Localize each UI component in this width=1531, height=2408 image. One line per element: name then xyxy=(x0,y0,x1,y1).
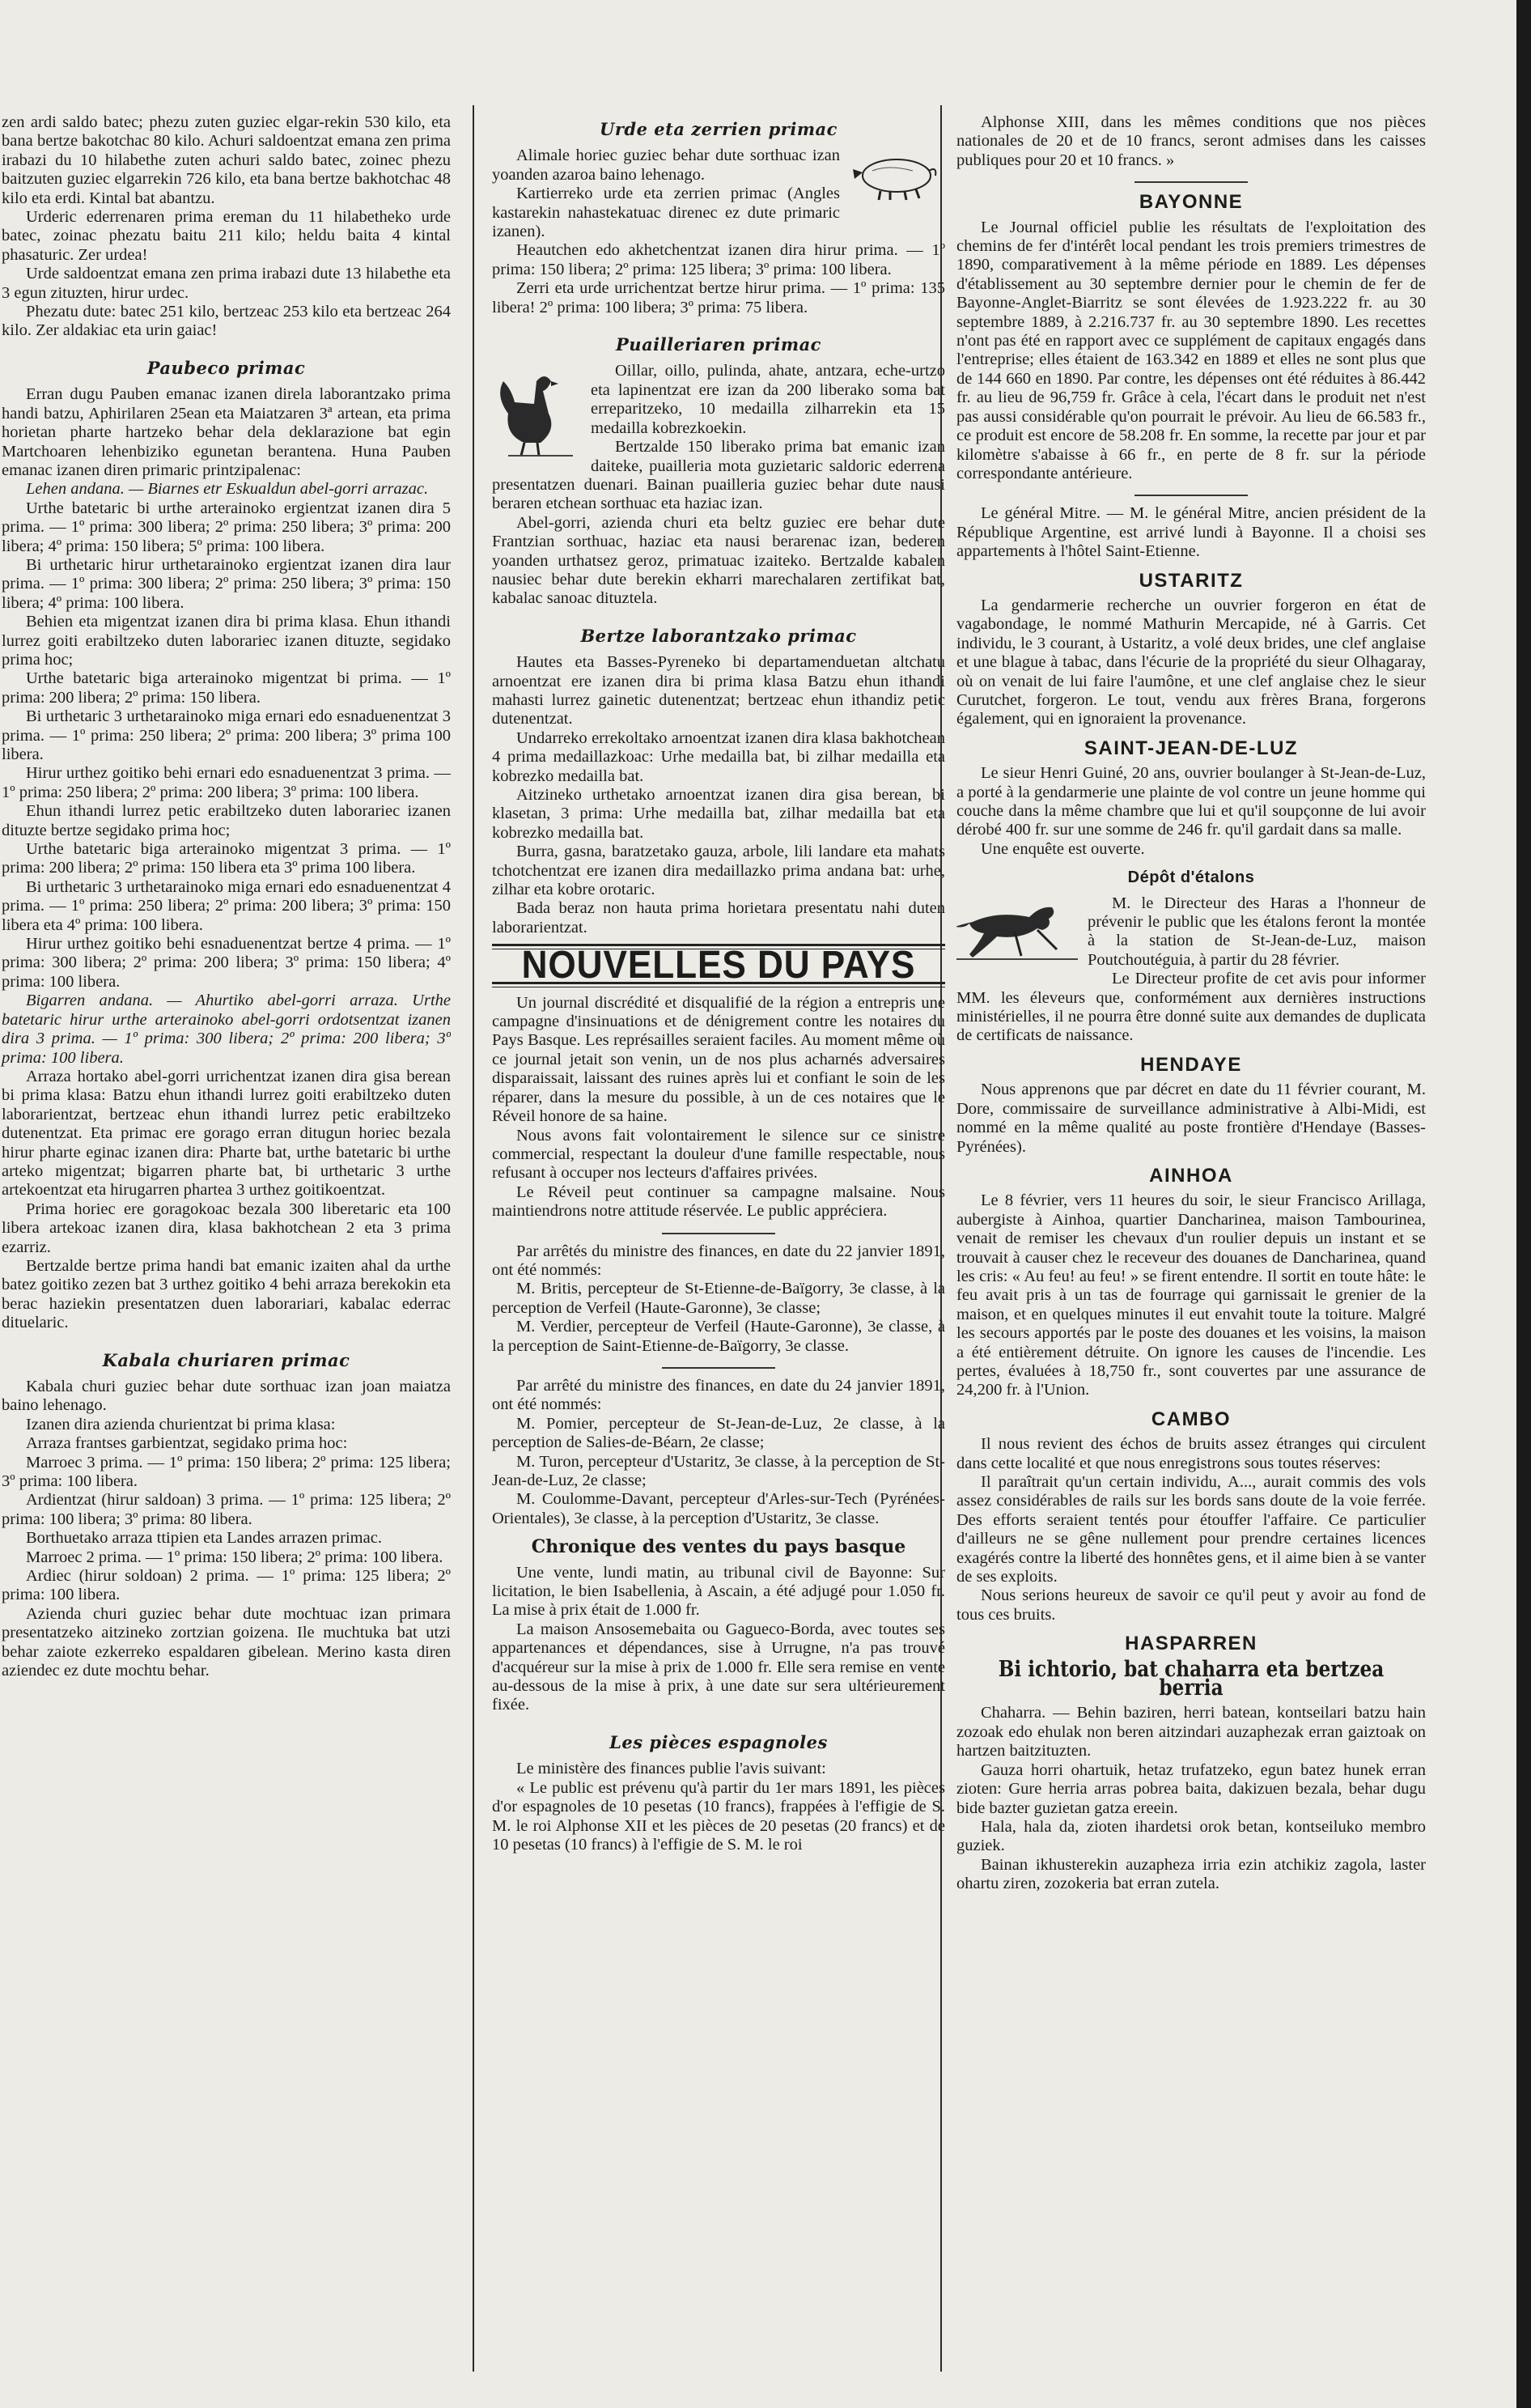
paragraph: Borthuetako arraza ttipien eta Landes arrazen primac. xyxy=(26,1529,382,1548)
section-heading: HASPARREN xyxy=(1125,1633,1257,1655)
section-heading: Dépôt d'étalons xyxy=(1127,868,1255,887)
paragraph: Un journal discrédité et disqualifié de la région a entrepris une campagne d'insinuations et de dénigrement contre les notaires du Pays Basque. Les représailles seraient faciles. Au moment même où ce journal jetait son venin, un de nos plus acharnés adversaires disparaissait, laissant des ruines après lui et confiant le soin de les réparer, dans la mesure du possible, à un de ces notaires que le Réveil honore de sa haine. xyxy=(492,993,945,1126)
paragraph: Undarreko errekoltako arnoentzat izanen dira klasa bakhotchean 4 prima medaillazkoac: Urhe medailla bat, bi zilhar medailla eta kobrezko medailla bat. xyxy=(492,728,945,785)
column-3 xyxy=(945,113,1426,2380)
paragraph: Le Directeur profite de cet avis pour informer MM. les éleveurs que, conformément aux dernières instructions ministérielles, il ne pourra être donné suite aux demandes de duplicata de certificats de naissance. xyxy=(956,970,1426,1045)
paragraph: zen ardi saldo batec; phezu zuten guziec elgar-rekin 530 kilo, eta bana bertze bakotchac 80 kilo. Achuri saldoentzat emana zen prima irabazi du 10 hilabethe zuten achuri saldo batec, zoinec phezu baitzuten guziec elgarrekin 726 kilo, eta bana bertze bakhotchac 48 kilo eta erdi. Kintal bat abantzu. xyxy=(2,113,451,207)
section-heading: Paubeco primac xyxy=(146,357,306,378)
paragraph: Hala, hala da, zioten ihardetsi orok betan, kontseiluko membro guziek. xyxy=(956,1817,1426,1855)
paragraph: Bainan ikhusterekin auzaphezа irria ezin atchikiz zagola, laster ohartu ziren, zozokeria bat erran zutela. xyxy=(956,1855,1426,1893)
paragraph: Il nous revient des échos de bruits assez étranges qui circulent dans cette localité et que nous enregistrons sous toutes réserves: xyxy=(956,1435,1426,1472)
paragraph: Kartierreko urde eta zerrien primac (Angles kastarekin nahastekatuac direnec ez dute primaric izanen). xyxy=(492,185,840,241)
paragraph: Lehen andana. — Biarnes etr Eskualdun abel-gorri arrazac. xyxy=(26,480,429,499)
paragraph: Oillar, oillo, pulinda, ahate, antzara, eche-urtzo eta lapinentzat ere izan da 200 liberako soma bat erreparitzeko, 10 medailla zilharrekin eta 15 medailla kobrezkoekin. xyxy=(591,362,945,437)
section-heading: CAMBO xyxy=(1151,1408,1232,1430)
paragraph: Il paraîtrait qu'un certain individu, A..., aurait commis des vols assez considérables de rails sur les bords sans doute de la voie ferrée. Des efforts seraient tentés pour étouffer l'affaire. Ce particulier d'ailleurs ne se gêne nullement pour prendre certaines licences exagérés contre la liberté des honnêtes gens, et il aime bien à se vanter de ses exploits. xyxy=(956,1473,1426,1586)
section-heading: HENDAYE xyxy=(1140,1053,1242,1076)
paragraph: Bi urthetaric 3 urthetarainoko miga ernari edo esnaduenentzat 4 prima. — 1º prima: 250 libera; 2º prima: 200 libera; 3º prima: 150 libera eta 4º prima: 100 libera. xyxy=(2,877,451,934)
paragraph: Nous serions heureux de savoir ce qu'il peut y avoir au fond de tous ces bruits. xyxy=(956,1586,1426,1624)
paragraph: Urthe batetaric biga arterainoko migentzat 3 prima. — 1º prima: 200 libera; 2º prima: 150 libera eta 3º prima 100 libera. xyxy=(2,840,451,877)
column-1 xyxy=(0,113,451,2380)
paragraph: Burra, gasna, baratzetako gauza, arbole, lili landare eta mahats tchotchentzat ere izanen dira medaillazko prima andana bat: urhe, zilhar eta kobre orotaric. xyxy=(492,843,945,899)
paragraph: Nous apprenons que par décret en date du 11 février courant, M. Dore, commissaire de surveillance administrative à Albi-Midi, est nommé en la même qualité au poste frontière d'Hendaye (Basses-Pyrénées). xyxy=(956,1081,1426,1156)
paragraph: La gendarmerie recherche un ouvrier forgeron en état de vagabondage, le nommé Mathurin Mercapide, né à Garris. Cet individu, le 3 courant, à Ustaritz, a volé deux brides, une clef anglaise et une blague à tabac, dans l'écurie de la propriété du sieur Olhagaray, où on venait de lui faire l'aumône, et une clef anglaise chez le sieur Curutchet, forgeron. Le tout, vendu aux frères Brana, forgerons également, qui en ignoraient la provenance. xyxy=(956,596,1426,728)
scan-edge xyxy=(1516,0,1531,2408)
paragraph: Aitzineko urthetako arnoentzat izanen dira gisa berean, bi klasetan, 3 prima: Urhe medailla bat, zilhar medailla bat eta kobrezko medailla bat. xyxy=(492,786,945,842)
paragraph: Zerri eta urde urrichentzat bertze hirur prima. — 1º prima: 135 libera! 2º prima: 100 libera; 3º prima: 75 libera. xyxy=(492,279,945,316)
paragraph: M. Coulomme-Davant, percepteur d'Arles-sur-Tech (Pyrénées-Orientales), 3e classe, à la perception d'Ustaritz, 3e classe. xyxy=(492,1490,945,1527)
column-2 xyxy=(492,113,945,2380)
section-heading: Chronique des ventes du pays basque xyxy=(531,1536,906,1558)
pig-illustration-icon xyxy=(848,147,945,208)
paragraph: Le 8 février, vers 11 heures du soir, le sieur Francisco Arillaga, aubergiste à Ainhoa, quartier Dancharinea, maison Tambourinea, venait de remiser les chevaux d'un roulier depuis un instant et se trouvait à causer chez le receveur des douanes de Dancharinea, quand les cris: « Au feu! au feu! » se firent entendre. Il sortit en toute hâte: le feu avait pris à un tas de fourrage qui garnissait le grenier de la maison, et en quelques minutes il eut envahit toute la toiture. Malgré les secours apportés par le poste des douanes et les voisins, la maison a été entièrement détruite. On ignore les causes de l'incendie. Les pertes, évaluées à 18,750 fr., sont couvertes par une assurance de 24,200 fr. à l'Union. xyxy=(956,1191,1426,1399)
section-title: NOUVELLES DU PAYS xyxy=(521,944,916,987)
section-heading: Les pièces espagnoles xyxy=(609,1731,828,1752)
paragraph: Arraza frantses garbientzat, segidako prima hoc: xyxy=(26,1434,348,1453)
section-heading: Puailleriaren primac xyxy=(616,334,821,355)
section-heading: USTARITZ xyxy=(1139,569,1244,592)
paragraph: Urthe batetaric biga arterainoko migentzat bi prima. — 1º prima: 200 libera; 2º prima: 150 libera. xyxy=(2,669,451,707)
paragraph: Hautes eta Basses-Pyreneko bi departamenduetan altchatu arnoentzat ere izanen dira bi prima klasa Batzu ehun ithandi mahasti lurrez gainetic dutenentzat; bertzeac ehun ithandiz petic dutenentzat. xyxy=(492,653,945,728)
paragraph: Erran dugu Pauben emanac izanen direla laborantzako prima handi batzu, Aphirilaren 25ean eta Maiatzaren 3ª artean, eta prima horietan pharte hartzeko behar dela deklarazione bat egin Martchoaren lehenbiziko egunetan berantena. Huna Pauben emanac izanen diren primaric printzipalenac: xyxy=(2,385,451,479)
paragraph: La maison Ansosemebaita ou Gagueco-Borda, avec toutes ses appartenances et dépendances, sise à Urrugne, n'a pas trouvé d'acquéreur sur la mise à prix de 1.000 fr. Elle sera remise en vente au-dessous de la mise à prix, à une date sur sera ultérieurement fixée. xyxy=(492,1620,945,1714)
paragraph: Urthe batetaric bi urthe arterainoko ergientzat izanen dira 5 prima. — 1º prima: 300 libera; 2º prima: 250 libera; 3º prima: 200 libera; 4º prima: 150 libera; 5º prima: 100 libera. xyxy=(2,499,451,555)
column-rule xyxy=(473,105,474,2372)
rooster-illustration-icon xyxy=(492,365,581,467)
paragraph: Bigarren andana. — Ahurtiko abel-gorri arraza. Urthe batetaric hirur urthe arterainoko abel-gorri ordotsentzat izanen dira 3 prima. — 1º prima: 300 libera; 2º prima: 200 libera; 3º prima: 100 libera. xyxy=(2,992,451,1067)
paragraph: Ehun ithandi lurrez petic erabiltzeko duten laborariec izanen dituzte bertze segidako prima hoc; xyxy=(2,802,451,839)
paragraph: M. Turon, percepteur d'Ustaritz, 3e classe, à la perception de St-Jean-de-Luz, 2e classe; xyxy=(492,1452,945,1489)
paragraph: Le sieur Henri Guiné, 20 ans, ouvrier boulanger à St-Jean-de-Luz, a porté à la gendarmerie une plainte de vol contre un jeune homme qui couche dans la même chambre que lui et qu'il soupçonne de lui avoir dérobé 400 fr. sur une somme de 246 fr. qu'il gardait dans sa malle. xyxy=(956,764,1426,839)
section-heading: BAYONNE xyxy=(1139,191,1244,214)
paragraph: Marroec 2 prima. — 1º prima: 150 libera; 2º prima: 100 libera. xyxy=(26,1548,443,1566)
paragraph: Ardientzat (hirur saldoan) 3 prima. — 1º prima: 125 libera; 2º prima: 100 libera; 3º prima: 80 libera. xyxy=(2,1491,451,1528)
paragraph: « Le public est prévenu qu'à partir du 1er mars 1891, les pièces d'or espagnoles de 10 pesetas (10 francs), frappées à l'effigie de S. M. le roi Alphonse XII et les pièces de 20 pesetas (20 francs) et de 10 pesetas (10 francs) à l'effigie de S. M. le roi xyxy=(492,1778,945,1854)
subheading: Bi ichtorio, bat chaharra eta bertzea berria xyxy=(998,1656,1385,1701)
paragraph: Chaharra. — Behin baziren, herri batean, kontseilari batzu hain zozoak edo ehulak non beren aitzindari auzaphezak erran gaiztoak on hartzen baitzituzten. xyxy=(956,1704,1426,1760)
paragraph: Une enquête est ouverte. xyxy=(981,839,1145,858)
divider xyxy=(662,1233,775,1234)
paragraph: Par arrêté du ministre des finances, en date du 24 janvier 1891, ont été nommés: xyxy=(492,1376,945,1414)
paragraph: Le Réveil peut continuer sa campagne malsaine. Nous maintiendrons notre attitude réservée. Le public appréciera. xyxy=(492,1183,945,1221)
paragraph: Nous avons fait volontairement le silence sur ce sinistre commercial, respectant la douleur d'une famille respectable, nous refusant à occuper nos lecteurs d'affaires privées. xyxy=(492,1126,945,1183)
section-heading: Kabala churiaren primac xyxy=(102,1349,350,1370)
paragraph: Alimale horiec guziec behar dute sorthuac izan yoanden azaroa baino lehenago. xyxy=(492,147,840,184)
paragraph: Behien eta migentzat izanen dira bi prima klasa. Ehun ithandi lurrez goiti erabiltzeko duten laborariec izanen dituzte, segidako prima hoc; xyxy=(2,613,451,669)
paragraph: Kabala churi guziec behar dute sorthuac izan joan maiatza baino lehenago. xyxy=(2,1378,451,1415)
paragraph: Le général Mitre. — M. le général Mitre, ancien président de la République Argentine, est arrivé lundi à Bayonne. Il a choisi ses appartements à l'hôtel Saint-Etienne. xyxy=(956,504,1426,561)
paragraph: Le ministère des finances publie l'avis suivant: xyxy=(516,1760,826,1778)
paragraph: Le Journal officiel publie les résultats de l'exploitation des chemins de fer d'intérêt local pendant les trois premiers trimestres de 1890, comparativement à la même période en 1889. Les dépenses d'établissement au 30 septembre dernier pour le chemin de fer de Bayonne-Anglet-Biarritz se sont élevées de 1.923.222 fr. au 30 septembre 1889, à 2.216.737 fr. au 30 septembre 1890. Les recettes n'ont pas été en rapport avec ce supplément de capitaux engagés dans l'entreprise; elles étaient de 163.342 en 1889 et elles ne sont plus que de 144 660 en 1890. Par contre, les dépenses ont été réduites à 86.442 fr. au lieu de 96,759 fr. Grâce à cela, l'écart dans le produit net n'est pas aussi considérable qu'on pourrait le prévoir. Au lieu de 66.583 fr., ce produit est encore de 58.208 fr. En somme, la recette par jour et par kilomètre s'abaisse à 66 fr., en perte de 8 fr. sur la période correspondante antérieure. xyxy=(956,218,1426,482)
paragraph: Gauza horri ohartuik, hetaz trufatzeko, egun batez hunek erran zioten: Gure herria arras pobrea baita, dakizuen bezala, behar dugu bide bazter guzietan gatza ereein. xyxy=(956,1760,1426,1817)
divider xyxy=(1134,181,1248,183)
paragraph: Hirur urthez goitiko behi ernari edo esnaduenentzat 3 prima. — 1º prima: 250 libera; 2º prima: 200 libera; 3º prima: 100 libera. xyxy=(2,764,451,801)
paragraph: Marroec 3 prima. — 1º prima: 150 libera; 2º prima: 125 libera; 3º prima: 100 libera. xyxy=(2,1453,451,1491)
paragraph: Bi urthetaric 3 urthetarainoko miga ernari edo esnaduenentzat 3 prima. — 1º prima: 250 libera; 2º prima: 200 libera; 3º prima 100 libera. xyxy=(2,707,451,763)
divider xyxy=(1134,495,1248,496)
paragraph: Une vente, lundi matin, au tribunal civil de Bayonne: Sur licitation, le bien Isabellenia, à Ascain, a été adjugé pour 1.050 fr. La mise à prix était de 1.000 fr. xyxy=(492,1563,945,1620)
paragraph: Urderic ederrenaren prima ereman du 11 hilabetheko urde batec, zoinac phezatu baitu 211 kilo; heldu baita 4 kintal phasaturic. Zer urdea! xyxy=(2,208,451,264)
paragraph: Prima horiec ere goragokoac bezala 300 liberetaric eta 100 libera artekoac izanen dira, klasa bakhotchean 2 eta 3 prima ezarriz. xyxy=(2,1200,451,1256)
paragraph: Hirur urthez goitiko behi esnaduenentzat bertze 4 prima. — 1º prima: 300 libera; 2º prima: 200 libera; 3º prima: 150 libera; 4º prima: 100 libera. xyxy=(2,935,451,991)
paragraph: Arraza hortako abel-gorri urrichentzat izanen dira gisa berean bi prima klasa: Batzu ehun ithandi lurrez goiti erabiltzeko duten laborarientzat, bertzeac ehun ithandi lurrez petic erabiltzeko dutenentzat. Eta primac ere gorago erran ditugun horiec bezala hirur pharte eginac izanen dira: Pharte bat, urthe batetaric bi urthe arteko migentzat; bigarren pharte bat, bi urthetaric 3 urthe artekoentzat eta hirugarren phartea 3 urthez goitikoentzat. xyxy=(2,1067,451,1200)
paragraph: M. Verdier, percepteur de Verfeil (Haute-Garonne), 3e classe, à la perception de Saint-Etienne-de-Baïgorry, 3e classe. xyxy=(492,1318,945,1355)
paragraph: Urde saldoentzat emana zen prima irabazi dute 13 hilabethe eta 3 egun zituzten, hirur urdec. xyxy=(2,265,451,302)
paragraph: Azienda churi guziec behar dute mochtuac izan primara presentatzeko aitzineko zortzian goizena. Ile muchtuka bat utzi behar zaiote ezkerreko espaldaren gibelean. Merino kasta diren aziendec ez dute mochtu behar. xyxy=(2,1604,451,1680)
section-heading: AINHOA xyxy=(1149,1164,1233,1187)
horse-illustration-icon xyxy=(956,898,1078,967)
paragraph: Ardiec (hirur soldoan) 2 prima. — 1º prima: 125 libera; 2º prima: 100 libera. xyxy=(2,1567,451,1604)
paragraph: Bada beraz non hauta prima horietara presentatu nahi duten laborarientzat. xyxy=(492,899,945,936)
paragraph: Alphonse XIII, dans les mêmes conditions que nos pièces nationales de 20 et de 10 francs, seront admises dans les caisses publiques pour 20 et 10 francs. » xyxy=(956,113,1426,169)
section-heading: Bertze laborantzako primac xyxy=(580,625,857,646)
section-heading: SAINT-JEAN-DE-LUZ xyxy=(1084,737,1299,759)
paragraph: Bertzalde bertze prima handi bat emanic izaiten ahal da urthe batez goitiko zezen bat 3 urthez goitiko 4 behi arraza berekokin eta berac haziekin presentatzen duen laborariari, kabalac ederrac dituelaric. xyxy=(2,1256,451,1332)
paragraph: Izanen dira azienda churientzat bi prima klasa: xyxy=(26,1415,336,1433)
paragraph: Phezatu dute: batec 251 kilo, bertzeac 253 kilo eta bertzeac 264 kilo. Zer aldakiac eta urin gaiac! xyxy=(2,303,451,340)
paragraph: Bertzalde 150 liberako prima bat emanic izan daiteke, puailleria mota guzietaric saldoric ederrena presentatzen duenari. Bainan puailleria guziec behar dute nausi beraren etchean sorthuac eta haziac izan. xyxy=(492,438,945,513)
divider xyxy=(662,1367,775,1369)
paragraph: M. Pomier, percepteur de St-Jean-de-Luz, 2e classe, à la perception de Salies-de-Béarn, 2e classe; xyxy=(492,1414,945,1452)
section-heading: Urde eta zerrien primac xyxy=(600,119,838,139)
paragraph: M. le Directeur des Haras a l'honneur de prévenir le public que les étalons feront la montée à la station de St-Jean-de-Luz, maison Poutchoutéguia, à partir du 28 février. xyxy=(1088,894,1426,969)
paragraph: M. Britis, percepteur de St-Etienne-de-Baïgorry, 3e classe, à la perception de Verfeil (Haute-Garonne), 3e classe; xyxy=(492,1280,945,1317)
paragraph: Bi urthetaric hirur urthetarainoko ergientzat izanen dira laur prima. — 1º prima: 300 libera; 2º prima: 250 libera; 3º prima: 150 libera; 4º prima: 100 libera. xyxy=(2,555,451,612)
paragraph: Abel-gorri, azienda churi eta beltz guziec ere behar dute Frantzian sorthuac, haziac eta nausi berarenac izan, bederen yoanden urthatsez geroz, primatuac izaiteko. Bertzalde kabalen nausiec behar dute berekin ekharri marechalaren zertifikat bat, kabalac sanoac dituztela. xyxy=(492,513,945,608)
paragraph: Heautchen edo akhetchentzat izanen dira hirur prima. — 1º prima: 150 libera; 2º prima: 125 libera; 3º prima: 100 libera. xyxy=(492,241,945,278)
paragraph: Par arrêtés du ministre des finances, en date du 22 janvier 1891, ont été nommés: xyxy=(492,1242,945,1279)
